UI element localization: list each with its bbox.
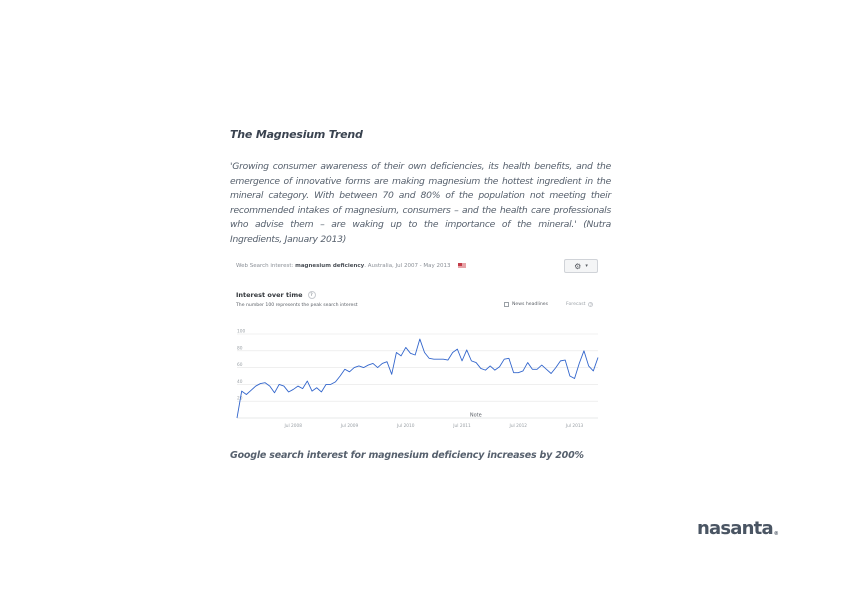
- x-tick-label: Jul 2013: [565, 424, 584, 429]
- chevron-down-icon: ▾: [585, 263, 588, 269]
- registered-mark: ®: [773, 531, 779, 537]
- page-title: The Magnesium Trend: [230, 128, 363, 141]
- y-tick-label: 40: [237, 379, 243, 385]
- crumb-prefix: Web Search interest:: [236, 263, 294, 269]
- x-tick-label: Jul 2010: [397, 424, 415, 429]
- chart-annotation: Note: [469, 412, 482, 419]
- x-tick-label: Jul 2011: [453, 424, 471, 429]
- y-tick-label: 80: [237, 346, 243, 352]
- x-tick-label: Jul 2012: [509, 424, 528, 429]
- magnesium-quote: 'Growing consumer awareness of their own deficiencies, its health benefits, and the emergence of innovative forms are making magnesium the hottest ingredient in the mineral category. With between 70 and 80% of the population not meeting their recommended intakes of magnesium, consumers – and the health care professionals who advise them – are waking up to the importance of the mineral.' (Nutra Ingredients, January 2013): [230, 161, 611, 245]
- gear-icon: ⚙: [574, 261, 582, 271]
- nasanta-logo: [697, 518, 779, 539]
- forecast-label: Forecast: [566, 302, 586, 307]
- logo-text: nasanta: [697, 518, 773, 539]
- y-tick-label: 20: [237, 396, 243, 402]
- google-trends-panel: [232, 257, 602, 433]
- x-tick-label: Jul 2009: [340, 424, 359, 429]
- interest-line-chart: [232, 257, 602, 433]
- chart-caption: Google search interest for magnesium deficiency increases by 200%: [230, 450, 584, 461]
- y-tick-label: 100: [237, 329, 246, 335]
- x-tick-label: Jul 2008: [284, 424, 303, 429]
- crumb-search-term[interactable]: magnesium deficiency: [295, 263, 365, 269]
- help-icon[interactable]: ?: [308, 291, 316, 299]
- y-tick-label: 60: [237, 363, 243, 369]
- crumb-suffix: . Australia, Jul 2007 - May 2013: [364, 263, 451, 269]
- forecast-help-icon[interactable]: ?: [590, 303, 592, 307]
- peak-note: The number 100 represents the peak search interest: [236, 303, 358, 308]
- interest-over-time-label: Interest over time: [236, 291, 303, 299]
- news-headlines-label: News headlines: [512, 302, 549, 307]
